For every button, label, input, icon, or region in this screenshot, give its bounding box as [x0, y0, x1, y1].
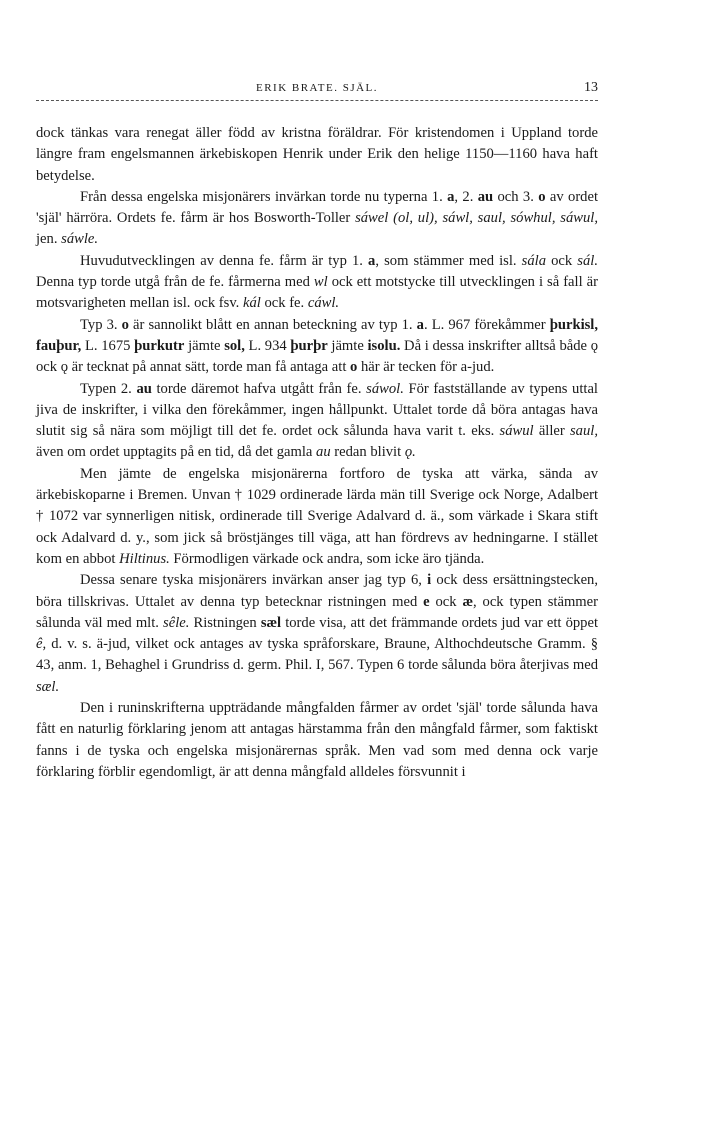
italic-run: kál — [242, 295, 261, 312]
running-title: ERIK BRATE. SJÄL. — [255, 82, 379, 94]
bold-run: isolu. — [367, 337, 401, 354]
text-run: Typ 3. — [80, 316, 122, 333]
text-run: ock — [546, 252, 578, 269]
bold-run: æ — [462, 593, 473, 610]
paragraph — [36, 315, 598, 379]
text-run: jämte — [184, 337, 225, 354]
bold-run: sæl — [260, 614, 282, 631]
bold-run: þurþr — [290, 337, 328, 354]
text-run: L. 934 — [244, 337, 291, 354]
italic-run: sála — [521, 252, 546, 269]
text-run: är sannolikt blått en annan beteckning av typ 1. — [128, 316, 417, 333]
text-run: . L. 967 förekåmmer — [423, 316, 550, 333]
text-run: Den i runinskrifterna uppträdande mångfalden fårmer av ordet 'själ' torde sålunda hava fått en naturlig förklaring jenom att antagas härstamma från den mångfald fårmer, som faktiskt fanns i de tyska och engelska misjonärernas språk. Men vad som med denna ock varje förklaring förblir egendomligt, är att denna mångfald alldeles försvunnit i — [36, 700, 598, 780]
text-run: Typen 2. — [80, 380, 137, 397]
bold-run: a — [447, 188, 455, 205]
text-run: L. 1675 — [81, 337, 135, 354]
text-run: , som stämmer med isl. — [375, 252, 522, 269]
text-run: torde däremot hafva utgått från fe. — [151, 380, 367, 397]
text-run: redan blivit — [330, 444, 405, 461]
bold-run: o — [350, 359, 358, 376]
italic-run: sáwol. — [366, 380, 404, 397]
text-run: ock dess ersättningstecken, böra tillskrivas. Uttalet av denna typ betecknar ristningen med — [36, 572, 599, 610]
paragraph — [36, 464, 598, 570]
text-run: Denna typ torde utgå från de fe. fårmerna med — [36, 274, 314, 291]
bold-run: þurkutr — [134, 337, 185, 354]
bold-run: e — [423, 593, 430, 610]
text-run: äller — [533, 423, 570, 440]
paragraph — [36, 251, 598, 315]
italic-run: sæl. — [36, 678, 60, 695]
text-run: Men jämte de engelska misjonärerna fortforo de tyska att värka, sända av ärkebiskoparne i Bremen. Unvan † 1029 ordinerade lärda män till Sverige ock Norge, Adalbert † 1072 var synnerligen nitisk, ordinerade till Sverige Adalvard d. ä., som värkade i Skara stift ock Adalvard d. y., som jick så bröstjänges till väga, att han fördrevs av hedningarne. I stället kom en abbot — [36, 465, 598, 567]
paragraph — [36, 187, 598, 251]
italic-run: au — [316, 444, 331, 461]
bold-run: i — [427, 572, 432, 589]
text-run: här är tecken för a-jud. — [357, 359, 495, 376]
page-number: 13 — [584, 80, 598, 95]
italic-run: sál. — [577, 252, 598, 269]
text-run: Ristningen — [189, 614, 261, 631]
book-page — [36, 78, 598, 783]
text-run: Huvudutvecklingen av denna fe. fårm är typ 1. — [80, 252, 369, 269]
text-run: ock — [429, 593, 463, 610]
bold-run: o — [538, 188, 546, 205]
italic-run: saul, — [570, 423, 598, 440]
bold-run: þurkisl, fauþur, — [36, 316, 599, 354]
italic-run: cáwl. — [307, 295, 340, 312]
paragraph — [36, 698, 598, 783]
paragraph — [36, 570, 598, 698]
text-run: även om ordet upptagits på en tid, då det gamla — [36, 444, 317, 461]
italic-run: sáwul — [499, 423, 534, 440]
text-run: Dessa senare tyska misjonärers invärkan anser jag typ 6, — [80, 572, 428, 589]
italic-run: wl — [313, 274, 328, 291]
italic-run: ê, — [36, 636, 47, 653]
italic-run: Hiltinus. — [119, 550, 170, 567]
text-run: d. v. s. ä-jud, vilket ock antages av tyska språforskare, Braune, Althochdeutsche Gramm. § 43, anm. 1, Behaghel i Grundriss d. germ. Phil. I, 567. Typen 6 torde sålunda böra återjivas med — [36, 636, 598, 674]
text-run: jämte — [327, 337, 368, 354]
text-run: Från dessa engelska misjonärers invärkan torde nu typerna 1. — [80, 188, 448, 205]
bold-run: au — [477, 188, 494, 205]
text-run: dock tänkas vara renegat äller född av kristna föräldrar. För kristendomen i Uppland torde längre fram engelsmannen ärkebiskopen Henrik under Erik den helige 1150—1160 hava haft betydelse. — [36, 125, 598, 184]
text-run: ock fe. — [260, 295, 308, 312]
italic-run: sêle. — [163, 614, 190, 631]
text-run: Då i dessa inskrifter alltså både ǫ ock ǫ är tecknat på annat sätt, torde man få antaga att — [36, 337, 598, 376]
paragraph — [36, 123, 598, 187]
italic-run: sáwle. — [61, 231, 99, 248]
text-run: torde visa, att det främmande ordets jud var ett öppet — [281, 614, 598, 631]
bold-run: a — [368, 252, 376, 269]
text-run: , 2. — [454, 188, 478, 205]
bold-run: sol, — [224, 337, 245, 354]
text-run: För fastställande av typens uttal jiva de inskrifter, i vilka den förekåmmer, ingen hållpunkt. Uttalet torde då böra antagas hava slutit sig så nära som möjligt till det fe. ordet ock sålunda hava varit t. eks. — [36, 380, 598, 440]
body-text — [36, 123, 598, 783]
text-run: av ordet 'själ' härröra. Ordets fe. fårm är hos Bosworth-Toller — [36, 188, 599, 227]
text-run: jen. — [36, 231, 62, 248]
running-head — [36, 78, 598, 101]
text-run: Förmodligen värkade ock andra, som icke äro tjända. — [169, 550, 485, 567]
italic-run: ǫ. — [404, 444, 416, 461]
text-run: ock ett motstycke till utvecklingen i så fall är motsvarigheten mellan isl. ock fsv. — [36, 274, 598, 312]
italic-run: sáwel (ol, ul), sáwl, saul, sówhul, sáwul, — [355, 210, 598, 227]
text-run: och 3. — [493, 188, 539, 205]
bold-run: o — [121, 316, 129, 333]
text-run: , ock typen stämmer sålunda väl med mlt. — [36, 593, 598, 631]
paragraph — [36, 379, 598, 464]
bold-run: a — [416, 316, 424, 333]
bold-run: au — [136, 380, 152, 397]
